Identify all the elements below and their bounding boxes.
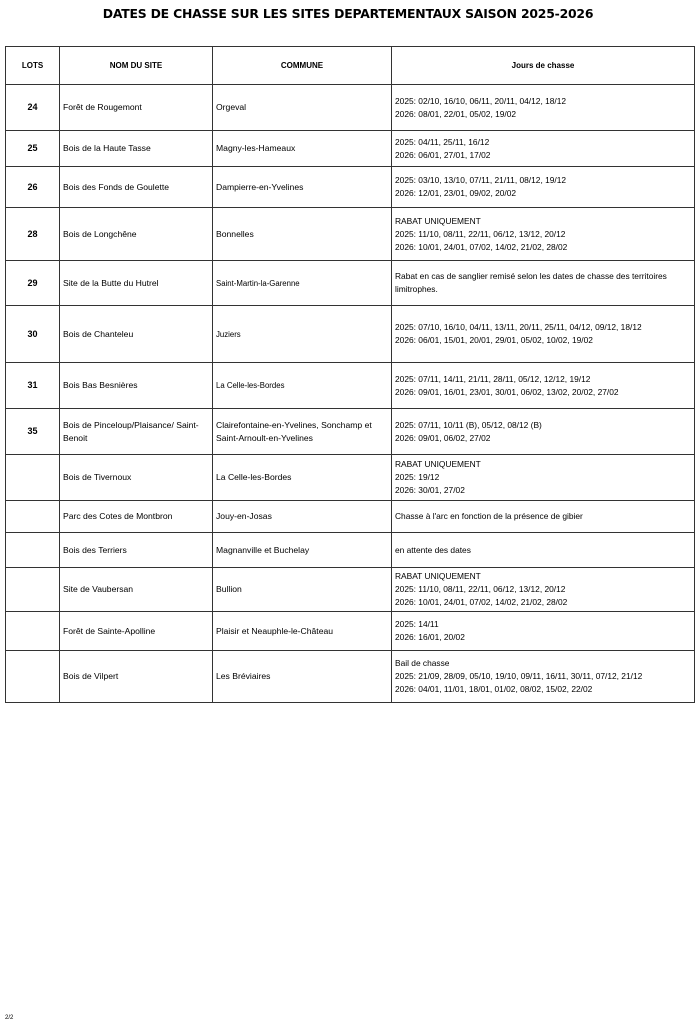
hunting-days	[392, 651, 695, 703]
commune-name: La Celle-les-Bordes	[213, 363, 392, 409]
commune-name: Magnanville et Buchelay	[213, 533, 392, 568]
hunting-days-line: 2026: 04/01, 11/01, 18/01, 01/02, 08/02, 15/02, 22/02	[395, 684, 593, 694]
commune-name: Dampierre-en-Yvelines	[213, 167, 392, 208]
lot-number	[6, 612, 60, 651]
hunting-days-line: 2025: 14/11	[395, 619, 439, 629]
commune-name: Les Bréviaires	[213, 651, 392, 703]
hunting-days-line: 2025: 21/09, 28/09, 05/10, 19/10, 09/11, 16/11, 30/11, 07/12, 21/12	[395, 671, 643, 681]
commune-name: La Celle-les-Bordes	[213, 455, 392, 501]
hunting-days-line: 2025: 03/10, 13/10, 07/11, 21/11, 08/12, 19/12	[395, 175, 567, 185]
site-name: Bois de Pinceloup/Plaisance/ Saint-Benoit	[60, 409, 213, 455]
hunting-days-line: 2026: 10/01, 24/01, 07/02, 14/02, 21/02, 28/02	[395, 241, 568, 252]
hunting-days-line: 2026: 10/01, 24/01, 07/02, 14/02, 21/02, 28/02	[395, 597, 568, 607]
table-header-row	[6, 47, 695, 85]
table-row	[6, 651, 695, 703]
hunting-days-line: 2026: 16/01, 20/02	[395, 632, 465, 642]
hunting-days	[392, 131, 695, 167]
hunting-days	[392, 85, 695, 131]
lot-number: 30	[6, 306, 60, 363]
site-name: Forêt de Sainte-Apolline	[60, 612, 213, 651]
hunting-days	[392, 306, 695, 363]
hunting-days-line: RABAT UNIQUEMENT	[395, 571, 481, 581]
hunting-days-line: Bail de chasse	[395, 658, 450, 668]
commune-name: Juziers	[213, 306, 392, 363]
lot-number	[6, 455, 60, 501]
site-name: Bois de Vilpert	[60, 651, 213, 703]
table-row	[6, 167, 695, 208]
table-row	[6, 612, 695, 651]
hunting-days-line: 2026: 12/01, 23/01, 09/02, 20/02	[395, 188, 517, 198]
site-name: Bois de Longchêne	[60, 208, 213, 261]
header-lots: LOTS	[6, 47, 60, 85]
hunting-days-line: 2025: 04/11, 25/11, 16/12	[395, 136, 490, 147]
hunting-days	[392, 533, 695, 568]
hunting-days-line: 2026: 06/01, 15/01, 20/01, 29/01, 05/02, 10/02, 19/02	[395, 335, 593, 345]
lot-number: 24	[6, 85, 60, 131]
site-name: Site de la Butte du Hutrel	[60, 261, 213, 306]
hunting-days-line: 2026: 09/01, 16/01, 23/01, 30/01, 06/02, 13/02, 20/02, 27/02	[395, 386, 619, 397]
table-row	[6, 208, 695, 261]
lot-number: 29	[6, 261, 60, 306]
hunting-days-line: 2025: 02/10, 16/10, 06/11, 20/11, 04/12, 18/12	[395, 95, 567, 106]
hunting-days-line: RABAT UNIQUEMENT	[395, 459, 481, 469]
table-row	[6, 131, 695, 167]
lot-number: 28	[6, 208, 60, 261]
commune-name: Saint-Martin-la-Garenne	[213, 261, 392, 306]
hunting-dates-table	[5, 46, 695, 703]
site-name: Bois de Chanteleu	[60, 306, 213, 363]
hunting-days-line: RABAT UNIQUEMENT	[395, 215, 481, 226]
header-commune: COMMUNE	[213, 47, 392, 85]
header-days: Jours de chasse	[392, 47, 695, 85]
lot-number	[6, 501, 60, 533]
commune-name: Plaisir et Neauphle-le-Château	[213, 612, 392, 651]
hunting-days	[392, 409, 695, 455]
site-name: Parc des Cotes de Montbron	[60, 501, 213, 533]
hunting-days-line: 2026: 08/01, 22/01, 05/02, 19/02	[395, 108, 517, 119]
hunting-days	[392, 568, 695, 612]
commune-name: Jouy-en-Josas	[213, 501, 392, 533]
hunting-days	[392, 208, 695, 261]
commune-name: Clairefontaine-en-Yvelines, Sonchamp et Saint-Arnoult-en-Yvelines	[213, 409, 392, 455]
hunting-days-line: Chasse à l'arc en fonction de la présence de gibier	[395, 511, 583, 521]
lot-number	[6, 651, 60, 703]
site-name: Forêt de Rougemont	[60, 85, 213, 131]
hunting-days-line: 2025: 07/10, 16/10, 04/11, 13/11, 20/11, 25/11, 04/12, 09/12, 18/12	[395, 322, 642, 332]
hunting-days-line: 2026: 09/01, 06/02, 27/02	[395, 432, 491, 443]
hunting-days	[392, 167, 695, 208]
table-body	[6, 85, 695, 703]
page-number: 2/2	[5, 1015, 14, 1021]
site-name: Bois de Tivernoux	[60, 455, 213, 501]
table-row	[6, 409, 695, 455]
table-row	[6, 501, 695, 533]
hunting-days	[392, 501, 695, 533]
commune-name: Bonnelles	[213, 208, 392, 261]
hunting-days	[392, 455, 695, 501]
table-row	[6, 85, 695, 131]
commune-name: Orgeval	[213, 85, 392, 131]
hunting-days-line: en attente des dates	[395, 544, 471, 555]
lot-number	[6, 568, 60, 612]
table-row	[6, 533, 695, 568]
lot-number	[6, 533, 60, 568]
hunting-days-line: 2025: 07/11, 14/11, 21/11, 28/11, 05/12, 12/12, 19/12	[395, 373, 591, 384]
lot-number: 25	[6, 131, 60, 167]
lot-number: 35	[6, 409, 60, 455]
page-title: DATES DE CHASSE SUR LES SITES DEPARTEMENTAUX SAISON 2025-2026	[102, 6, 594, 21]
lot-number: 31	[6, 363, 60, 409]
hunting-days	[392, 363, 695, 409]
commune-name: Bullion	[213, 568, 392, 612]
site-name: Site de Vaubersan	[60, 568, 213, 612]
site-name: Bois des Terriers	[60, 533, 213, 568]
hunting-days-line: 2025: 11/10, 08/11, 22/11, 06/12, 13/12, 20/12	[395, 584, 566, 594]
hunting-days-line: 2026: 06/01, 27/01, 17/02	[395, 149, 491, 160]
hunting-days-line: Rabat en cas de sanglier remisé selon les dates de chasse des territoires limitrophes.	[395, 271, 667, 294]
site-name: Bois de la Haute Tasse	[60, 131, 213, 167]
hunting-days-line: 2025: 19/12	[395, 472, 440, 482]
table-row	[6, 363, 695, 409]
site-name: Bois Bas Besnières	[60, 363, 213, 409]
hunting-days-line: 2026: 30/01, 27/02	[395, 485, 465, 495]
table-row	[6, 261, 695, 306]
commune-name: Magny-les-Hameaux	[213, 131, 392, 167]
hunting-days	[392, 261, 695, 306]
header-site: NOM DU SITE	[60, 47, 213, 85]
site-name: Bois des Fonds de Goulette	[60, 167, 213, 208]
hunting-days-line: 2025: 07/11, 10/11 (B), 05/12, 08/12 (B)	[395, 419, 542, 430]
table-row	[6, 455, 695, 501]
table-row	[6, 568, 695, 612]
lot-number: 26	[6, 167, 60, 208]
hunting-days-line: 2025: 11/10, 08/11, 22/11, 06/12, 13/12, 20/12	[395, 228, 566, 239]
table-row	[6, 306, 695, 363]
hunting-days	[392, 612, 695, 651]
